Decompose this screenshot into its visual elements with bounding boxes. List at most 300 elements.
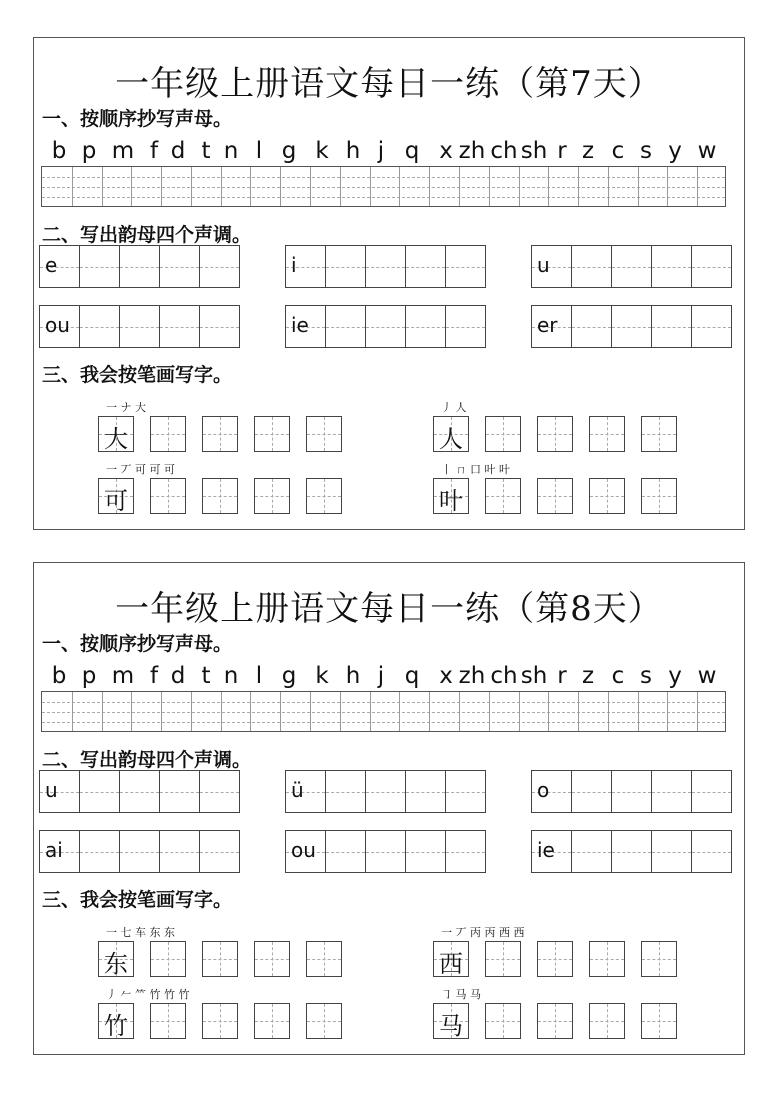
guide-line xyxy=(612,267,651,268)
guide-line xyxy=(659,417,660,451)
section-heading-strokes: 三、我会按笔画写字。 xyxy=(42,889,233,911)
strip-column-line xyxy=(72,692,73,731)
vowel-tone-group xyxy=(285,245,486,288)
guide-line xyxy=(572,852,611,853)
model-char-cell xyxy=(433,416,469,452)
guide-line xyxy=(406,792,445,793)
model-character: 竹 xyxy=(104,1012,128,1040)
strip-column-line xyxy=(608,692,609,731)
vowel-tone-group xyxy=(285,830,486,873)
practice-cell[interactable] xyxy=(254,478,290,514)
model-char-cell xyxy=(433,941,469,977)
strip-column-line xyxy=(191,692,192,731)
guide-line xyxy=(652,327,691,328)
vowel-cell xyxy=(39,830,80,873)
tone-writing-cell[interactable] xyxy=(325,305,366,348)
tone-writing-cell[interactable] xyxy=(405,830,446,873)
practice-cell[interactable] xyxy=(202,416,238,452)
tone-writing-cell[interactable] xyxy=(571,245,612,288)
tone-writing-cell[interactable] xyxy=(405,770,446,813)
guide-line xyxy=(80,792,119,793)
vowel-label: ie xyxy=(537,838,555,862)
practice-cell[interactable] xyxy=(150,1003,186,1039)
tone-writing-cell[interactable] xyxy=(119,245,160,288)
initial-letter: h xyxy=(345,663,361,689)
guide-line xyxy=(220,479,221,513)
stroke-order-label: 丿 人 xyxy=(441,401,467,414)
guide-line xyxy=(272,942,273,976)
tone-writing-cell[interactable] xyxy=(691,305,732,348)
tone-writing-cell[interactable] xyxy=(159,305,200,348)
guide-line xyxy=(652,792,691,793)
practice-cell[interactable] xyxy=(641,941,677,977)
strip-column-line xyxy=(459,167,460,206)
vowel-label: ou xyxy=(45,313,70,337)
guide-line xyxy=(42,197,725,198)
strip-column-line xyxy=(399,167,400,206)
practice-cell[interactable] xyxy=(306,416,342,452)
initial-letter: t xyxy=(201,138,211,164)
tone-writing-cell[interactable] xyxy=(79,245,120,288)
guide-line xyxy=(200,327,239,328)
guide-line xyxy=(612,792,651,793)
tone-writing-cell[interactable] xyxy=(79,830,120,873)
guide-line xyxy=(446,267,485,268)
tone-writing-cell[interactable] xyxy=(119,770,160,813)
strip-column-line xyxy=(638,692,639,731)
guide-line xyxy=(200,852,239,853)
strip-column-line xyxy=(72,167,73,206)
strip-column-line xyxy=(429,167,430,206)
initial-letter: m xyxy=(111,663,135,689)
model-char-cell xyxy=(98,1003,134,1039)
practice-cell[interactable] xyxy=(641,1003,677,1039)
vowel-tone-group xyxy=(531,305,732,348)
tone-writing-cell[interactable] xyxy=(325,245,366,288)
strip-column-line xyxy=(340,167,341,206)
practice-cell[interactable] xyxy=(589,1003,625,1039)
model-character: 叶 xyxy=(439,487,463,515)
model-char-cell xyxy=(98,416,134,452)
tone-writing-cell[interactable] xyxy=(651,770,692,813)
tone-writing-cell[interactable] xyxy=(651,830,692,873)
stroke-order-label: ㇆ 马 马 xyxy=(441,988,481,1001)
guide-line xyxy=(324,942,325,976)
initial-letter: h xyxy=(345,138,361,164)
tone-writing-cell[interactable] xyxy=(325,770,366,813)
strip-column-line xyxy=(221,692,222,731)
initial-letter: ch xyxy=(490,138,518,164)
guide-line xyxy=(503,479,504,513)
guide-line xyxy=(572,792,611,793)
tone-writing-cell[interactable] xyxy=(365,830,406,873)
strip-column-line xyxy=(102,167,103,206)
tone-writing-cell[interactable] xyxy=(159,770,200,813)
guide-line xyxy=(503,417,504,451)
tone-writing-cell[interactable] xyxy=(691,245,732,288)
vowel-tone-group xyxy=(39,830,240,873)
initial-letter: m xyxy=(111,138,135,164)
initial-letter: y xyxy=(668,663,682,689)
guide-line xyxy=(272,1004,273,1038)
guide-line xyxy=(120,267,159,268)
tone-writing-cell[interactable] xyxy=(365,305,406,348)
guide-line xyxy=(168,1004,169,1038)
guide-line xyxy=(220,942,221,976)
guide-line xyxy=(220,1004,221,1038)
guide-line xyxy=(572,327,611,328)
initial-letter: f xyxy=(149,663,159,689)
initial-letter: zh xyxy=(458,138,486,164)
guide-line xyxy=(324,479,325,513)
initial-letter: q xyxy=(404,663,420,689)
initial-letter: b xyxy=(51,663,67,689)
worksheet-title: 一年级上册语文每日一练（第8天） xyxy=(115,589,663,629)
guide-line xyxy=(446,852,485,853)
vowel-label: o xyxy=(537,778,550,802)
practice-cell[interactable] xyxy=(306,941,342,977)
strip-column-line xyxy=(548,692,549,731)
practice-cell[interactable] xyxy=(641,478,677,514)
practice-cell[interactable] xyxy=(254,1003,290,1039)
practice-cell[interactable] xyxy=(150,941,186,977)
tone-writing-cell[interactable] xyxy=(199,245,240,288)
tone-writing-cell[interactable] xyxy=(611,770,652,813)
practice-cell[interactable] xyxy=(306,478,342,514)
vowel-label: ou xyxy=(291,838,316,862)
strip-column-line xyxy=(578,692,579,731)
guide-line xyxy=(160,267,199,268)
initial-letter: d xyxy=(170,138,186,164)
initial-letter: w xyxy=(697,663,717,689)
guide-line xyxy=(80,852,119,853)
section-heading-strokes: 三、我会按笔画写字。 xyxy=(42,364,233,386)
strip-column-line xyxy=(161,692,162,731)
vowel-cell xyxy=(531,305,572,348)
model-character: 马 xyxy=(439,1012,463,1040)
vowel-cell xyxy=(285,305,326,348)
section-heading-vowels: 二、写出韵母四个声调。 xyxy=(42,224,252,246)
practice-cell[interactable] xyxy=(202,941,238,977)
section-heading-initials: 一、按顺序抄写声母。 xyxy=(42,108,233,130)
guide-line xyxy=(200,792,239,793)
tone-writing-cell[interactable] xyxy=(611,245,652,288)
strip-column-line xyxy=(519,167,520,206)
stroke-order-label: 丿 𠂉 ⺮ 竹 竹 竹 xyxy=(106,988,190,1001)
model-char-cell xyxy=(98,478,134,514)
guide-line xyxy=(120,792,159,793)
guide-line xyxy=(326,327,365,328)
guide-line xyxy=(200,267,239,268)
initial-letter: g xyxy=(281,663,297,689)
initial-letter: j xyxy=(377,138,385,164)
tone-writing-cell[interactable] xyxy=(691,770,732,813)
initial-letter: p xyxy=(81,663,97,689)
vowel-cell xyxy=(285,770,326,813)
model-character: 人 xyxy=(439,425,463,453)
section-heading-initials: 一、按顺序抄写声母。 xyxy=(42,633,233,655)
initial-letter: s xyxy=(640,138,652,164)
guide-line xyxy=(366,792,405,793)
tone-writing-cell[interactable] xyxy=(611,830,652,873)
vowel-label: ü xyxy=(291,778,304,802)
initial-letter: r xyxy=(557,138,567,164)
initial-letter: t xyxy=(201,663,211,689)
strip-column-line xyxy=(638,167,639,206)
initial-letter: z xyxy=(581,663,595,689)
tone-writing-cell[interactable] xyxy=(325,830,366,873)
guide-line xyxy=(42,187,725,188)
vowel-cell xyxy=(531,245,572,288)
initial-letter: p xyxy=(81,138,97,164)
tone-writing-cell[interactable] xyxy=(445,305,486,348)
worksheet-day xyxy=(33,37,745,530)
strip-column-line xyxy=(548,167,549,206)
guide-line xyxy=(366,327,405,328)
strip-column-line xyxy=(161,167,162,206)
strip-column-line xyxy=(370,692,371,731)
practice-cell[interactable] xyxy=(537,416,573,452)
initial-letter: k xyxy=(315,663,329,689)
tone-writing-cell[interactable] xyxy=(365,245,406,288)
guide-line xyxy=(406,267,445,268)
vowel-label: i xyxy=(291,253,297,277)
initial-letter: d xyxy=(170,663,186,689)
vowel-cell xyxy=(39,305,80,348)
initial-letter: z xyxy=(581,138,595,164)
vowel-tone-group xyxy=(531,245,732,288)
strip-column-line xyxy=(131,692,132,731)
initial-letter: x xyxy=(439,663,453,689)
strip-column-line xyxy=(697,692,698,731)
initial-letter: k xyxy=(315,138,329,164)
practice-cell[interactable] xyxy=(485,478,521,514)
vowel-tone-group xyxy=(531,770,732,813)
guide-line xyxy=(42,712,725,713)
practice-cell[interactable] xyxy=(485,1003,521,1039)
model-character: 大 xyxy=(104,425,128,453)
practice-cell[interactable] xyxy=(306,1003,342,1039)
tone-writing-cell[interactable] xyxy=(445,245,486,288)
initial-letter: j xyxy=(377,663,385,689)
guide-line xyxy=(555,479,556,513)
guide-line xyxy=(160,852,199,853)
tone-writing-cell[interactable] xyxy=(119,305,160,348)
guide-line xyxy=(42,702,725,703)
initial-letter: x xyxy=(439,138,453,164)
initial-letter: n xyxy=(223,663,239,689)
section-heading-vowels: 二、写出韵母四个声调。 xyxy=(42,749,252,771)
practice-cell[interactable] xyxy=(641,416,677,452)
initial-letter: zh xyxy=(458,663,486,689)
practice-cell[interactable] xyxy=(537,1003,573,1039)
practice-cell[interactable] xyxy=(589,416,625,452)
strip-column-line xyxy=(131,167,132,206)
practice-cell[interactable] xyxy=(485,416,521,452)
initial-letter: f xyxy=(149,138,159,164)
guide-line xyxy=(80,327,119,328)
vowel-label: u xyxy=(45,778,58,802)
vowel-label: e xyxy=(45,253,58,277)
initial-letter: n xyxy=(223,138,239,164)
strip-column-line xyxy=(280,692,281,731)
model-character: 东 xyxy=(104,950,128,978)
tone-writing-cell[interactable] xyxy=(405,245,446,288)
initial-letter: y xyxy=(668,138,682,164)
strip-column-line xyxy=(310,167,311,206)
guide-line xyxy=(326,267,365,268)
guide-line xyxy=(692,327,731,328)
guide-line xyxy=(326,852,365,853)
practice-cell[interactable] xyxy=(254,941,290,977)
guide-line xyxy=(555,417,556,451)
guide-line xyxy=(652,267,691,268)
guide-line xyxy=(659,479,660,513)
strip-column-line xyxy=(370,167,371,206)
vowel-cell xyxy=(39,245,80,288)
model-char-cell xyxy=(98,941,134,977)
strip-column-line xyxy=(250,692,251,731)
strip-column-line xyxy=(667,692,668,731)
guide-line xyxy=(607,479,608,513)
stroke-order-label: 一 ナ 大 xyxy=(106,401,146,414)
practice-cell[interactable] xyxy=(254,416,290,452)
guide-line xyxy=(324,1004,325,1038)
tone-writing-cell[interactable] xyxy=(445,770,486,813)
guide-line xyxy=(406,852,445,853)
initials-row xyxy=(41,663,731,691)
initial-letter: b xyxy=(51,138,67,164)
tone-writing-cell[interactable] xyxy=(691,830,732,873)
initial-letter: c xyxy=(611,663,625,689)
worksheet-day xyxy=(33,562,745,1055)
guide-line xyxy=(446,327,485,328)
guide-line xyxy=(120,327,159,328)
guide-line xyxy=(612,327,651,328)
vowel-cell xyxy=(285,830,326,873)
tone-writing-cell[interactable] xyxy=(119,830,160,873)
strip-column-line xyxy=(697,167,698,206)
guide-line xyxy=(406,327,445,328)
tone-writing-cell[interactable] xyxy=(365,770,406,813)
practice-cell[interactable] xyxy=(589,478,625,514)
initials-row xyxy=(41,138,731,166)
tone-writing-cell[interactable] xyxy=(79,305,120,348)
guide-line xyxy=(42,722,725,723)
practice-cell[interactable] xyxy=(202,478,238,514)
guide-line xyxy=(168,942,169,976)
tone-writing-cell[interactable] xyxy=(79,770,120,813)
practice-cell[interactable] xyxy=(150,416,186,452)
vowel-label: u xyxy=(537,253,550,277)
initial-letter: l xyxy=(255,138,263,164)
writing-strip xyxy=(41,166,726,207)
tone-writing-cell[interactable] xyxy=(445,830,486,873)
guide-line xyxy=(366,267,405,268)
guide-line xyxy=(659,942,660,976)
guide-line xyxy=(168,479,169,513)
practice-cell[interactable] xyxy=(537,478,573,514)
vowel-tone-group xyxy=(39,245,240,288)
stroke-order-label: 一 丆 丙 丙 西 西 xyxy=(441,926,525,939)
strip-column-line xyxy=(489,167,490,206)
tone-writing-cell[interactable] xyxy=(571,305,612,348)
model-char-cell xyxy=(433,478,469,514)
initial-letter: r xyxy=(557,663,567,689)
guide-line xyxy=(326,792,365,793)
guide-line xyxy=(80,267,119,268)
strip-column-line xyxy=(340,692,341,731)
worksheet-title: 一年级上册语文每日一练（第7天） xyxy=(115,64,663,104)
guide-line xyxy=(272,479,273,513)
tone-writing-cell[interactable] xyxy=(199,830,240,873)
guide-line xyxy=(607,942,608,976)
guide-line xyxy=(692,792,731,793)
tone-writing-cell[interactable] xyxy=(651,305,692,348)
vowel-label: ai xyxy=(45,838,63,862)
model-char-cell xyxy=(433,1003,469,1039)
guide-line xyxy=(503,1004,504,1038)
guide-line xyxy=(607,417,608,451)
guide-line xyxy=(652,852,691,853)
vowel-cell xyxy=(531,830,572,873)
tone-writing-cell[interactable] xyxy=(159,830,200,873)
tone-writing-cell[interactable] xyxy=(159,245,200,288)
guide-line xyxy=(572,267,611,268)
guide-line xyxy=(324,417,325,451)
vowel-tone-group xyxy=(39,305,240,348)
guide-line xyxy=(220,417,221,451)
guide-line xyxy=(366,852,405,853)
initial-letter: g xyxy=(281,138,297,164)
practice-cell[interactable] xyxy=(537,941,573,977)
strip-column-line xyxy=(191,167,192,206)
strip-column-line xyxy=(221,167,222,206)
strip-column-line xyxy=(429,692,430,731)
practice-cell[interactable] xyxy=(589,941,625,977)
practice-cell[interactable] xyxy=(485,941,521,977)
tone-writing-cell[interactable] xyxy=(651,245,692,288)
tone-writing-cell[interactable] xyxy=(405,305,446,348)
guide-line xyxy=(42,177,725,178)
guide-line xyxy=(120,852,159,853)
guide-line xyxy=(607,1004,608,1038)
strip-column-line xyxy=(459,692,460,731)
tone-writing-cell[interactable] xyxy=(199,305,240,348)
guide-line xyxy=(692,852,731,853)
initial-letter: ch xyxy=(490,663,518,689)
vowel-tone-group xyxy=(39,770,240,813)
strip-column-line xyxy=(667,167,668,206)
strip-column-line xyxy=(578,167,579,206)
stroke-order-label: 一 丆 可 可 可 xyxy=(106,463,175,476)
guide-line xyxy=(555,942,556,976)
vowel-label: er xyxy=(537,313,558,337)
guide-line xyxy=(659,1004,660,1038)
tone-writing-cell[interactable] xyxy=(571,770,612,813)
tone-writing-cell[interactable] xyxy=(199,770,240,813)
model-character: 可 xyxy=(104,487,128,515)
vowel-cell xyxy=(285,245,326,288)
tone-writing-cell[interactable] xyxy=(611,305,652,348)
strip-column-line xyxy=(280,167,281,206)
initial-letter: w xyxy=(697,138,717,164)
practice-cell[interactable] xyxy=(150,478,186,514)
practice-cell[interactable] xyxy=(202,1003,238,1039)
guide-line xyxy=(555,1004,556,1038)
tone-writing-cell[interactable] xyxy=(571,830,612,873)
strip-column-line xyxy=(102,692,103,731)
